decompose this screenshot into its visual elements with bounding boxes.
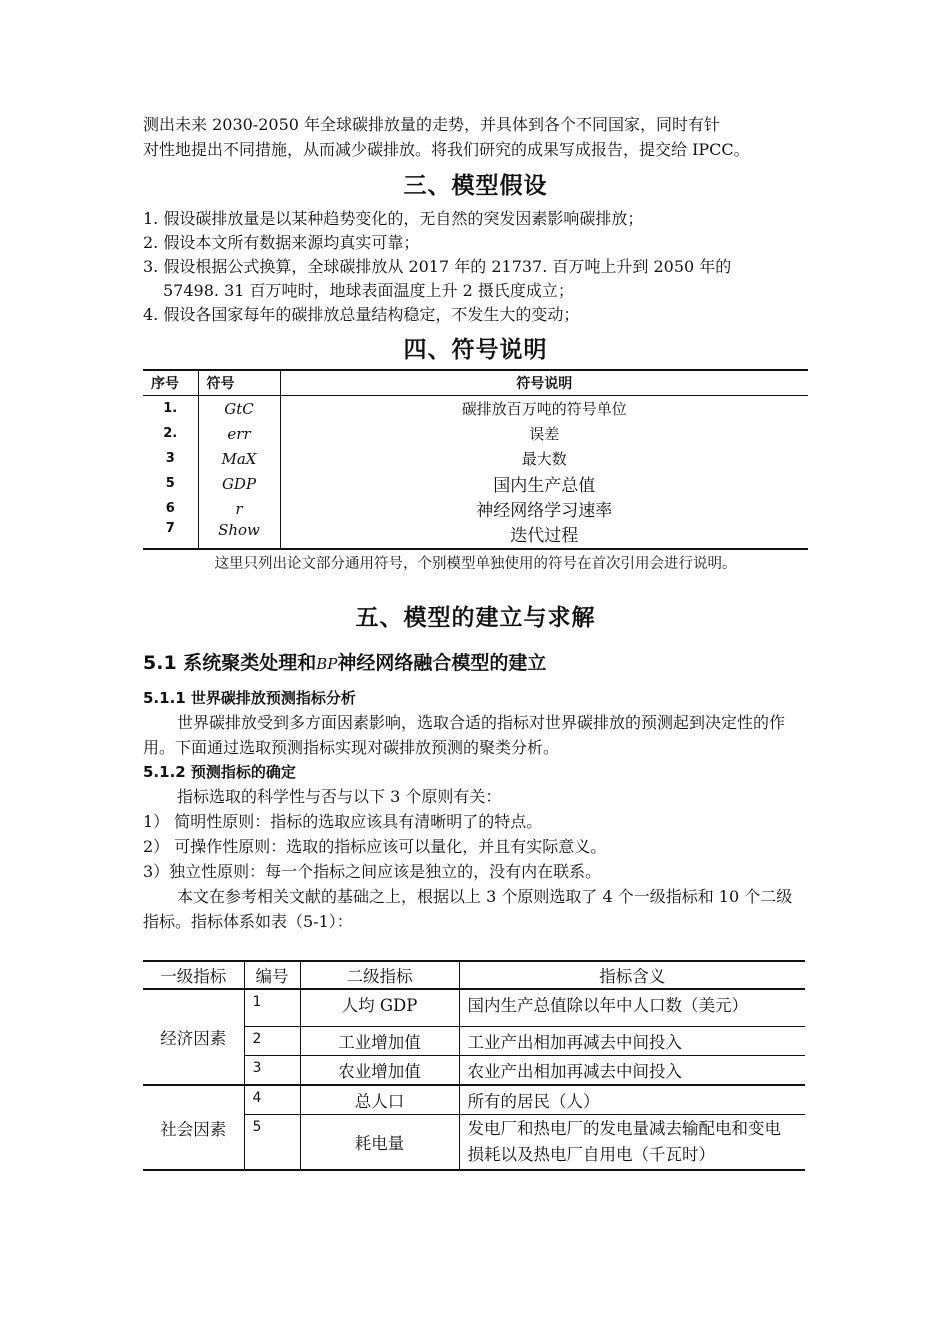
- symbol-sym: r: [198, 496, 280, 521]
- symbol-desc: 误差: [529, 425, 560, 443]
- symbol-table-header: [143, 370, 808, 396]
- subsection-5-1-bp: BP: [316, 655, 338, 673]
- assumption-item-4: 4. 假设各国家每年的碳排放总量结构稳定，不发生大的变动；: [143, 305, 580, 324]
- assumption-list: [143, 207, 808, 327]
- indicator-name: 农业增加值: [300, 1056, 459, 1086]
- assumption-item-1: 1. 假设碳排放量是以某种趋势变化的，无自然的突发因素影响碳排放；: [143, 209, 644, 228]
- symbol-no: 3: [143, 446, 198, 471]
- subsection-5-1-2-paragraph: 指标选取的科学性与否与以下 3 个原则有关：: [177, 787, 502, 806]
- intro-paragraph: [143, 112, 808, 162]
- indicator-table: [143, 960, 805, 1171]
- subsection-5-1-suffix: 神经网络融合模型的建立: [337, 652, 547, 674]
- symbol-no: 1.: [143, 396, 198, 422]
- indicator-meaning: 所有的居民（人）: [459, 1085, 805, 1115]
- indicator-meaning: 发电厂和热电厂的发电量减去输配电和变电损耗以及热电厂自用电（千瓦时）: [459, 1115, 805, 1171]
- symbol-desc: 国内生产总值: [493, 476, 596, 496]
- group-economic: 经济因素: [143, 989, 244, 1085]
- indicator-no: 2: [244, 1027, 300, 1056]
- symbol-sym: err: [198, 421, 280, 446]
- symbol-table: [143, 369, 808, 550]
- closing-paragraph: 本文在参考相关文献的基础之上，根据以上 3 个原则选取了 4 个一级指标和 10 个二级指标。指标体系如表（5-1）：: [143, 887, 793, 931]
- indicator-name: 耗电量: [300, 1115, 459, 1171]
- symbol-desc: 最大数: [521, 450, 567, 468]
- symbol-no: 6: [143, 496, 198, 521]
- symbol-desc: 神经网络学习速率: [476, 501, 613, 521]
- intro-line-2: 对性地提出不同措施，从而减少碳排放。将我们研究的成果写成报告，提交给 IPCC。: [143, 140, 750, 159]
- symbol-desc: 迭代过程: [280, 521, 808, 549]
- section-3-title: 三、模型假设: [403, 173, 548, 199]
- symbol-no: 7: [143, 521, 198, 549]
- table-row: [143, 446, 808, 471]
- subsection-5-1-1-title: 5.1.1 世界碳排放预测指标分析: [143, 689, 356, 707]
- symbol-header-desc: 符号说明: [280, 370, 808, 396]
- indicator-meaning: 工业产出相加再减去中间投入: [459, 1027, 805, 1056]
- paper-page: [143, 112, 808, 1171]
- assumption-item-3: 3. 假设根据公式换算，全球碳排放从 2017 年的 21737. 百万吨上升到 2050 年的: [143, 257, 732, 276]
- subsection-5-1-title: [143, 649, 808, 678]
- intro-line-1: 测出未来 2030-2050 年全球碳排放量的走势，并具体到各个不同国家，同时有针: [143, 115, 721, 134]
- principle-item-2: 2） 可操作性原则：选取的指标应该可以量化，并且有实际意义。: [143, 837, 607, 856]
- symbol-header-sym: 符号: [198, 370, 280, 396]
- table-row: [143, 989, 805, 1027]
- subsection-5-1-2-title: 5.1.2 预测指标的确定: [143, 763, 296, 781]
- subsection-5-1-1-paragraph: 世界碳排放受到多方面因素影响，选取合适的指标对世界碳排放的预测起到决定性的作用。下面通过选取预测指标实现对碳排放预测的聚类分析。: [143, 713, 786, 757]
- indicator-name: 总人口: [300, 1085, 459, 1115]
- indicator-meaning: 农业产出相加再减去中间投入: [459, 1056, 805, 1086]
- table-row: [143, 521, 808, 549]
- table-row: [143, 396, 808, 422]
- symbol-sym: GDP: [198, 471, 280, 496]
- indicator-name: 人均 GDP: [300, 989, 459, 1027]
- table-row: [143, 421, 808, 446]
- assumption-item-2: 2. 假设本文所有数据来源均真实可靠；: [143, 233, 420, 252]
- principle-item-3: 3）独立性原则：每一个指标之间应该是独立的，没有内在联系。: [143, 862, 602, 881]
- indicator-no: 1: [244, 989, 300, 1027]
- symbol-desc: 碳排放百万吨的符号单位: [461, 400, 627, 418]
- indicator-meaning: 国内生产总值除以年中人口数（美元）: [459, 989, 805, 1027]
- symbol-header-no: 序号: [143, 370, 198, 396]
- group-social: 社会因素: [143, 1085, 244, 1170]
- indicator-no: 4: [244, 1085, 300, 1115]
- indicator-name: 工业增加值: [300, 1027, 459, 1056]
- indicator-header-no: 编号: [244, 961, 300, 989]
- indicator-header-meaning: 指标含义: [459, 961, 805, 989]
- principle-item-1: 1） 简明性原则：指标的选取应该具有清晰明了的特点。: [143, 812, 543, 831]
- section-5-title: 五、模型的建立与求解: [355, 605, 596, 631]
- table-row: [143, 471, 808, 496]
- symbol-sym: MaX: [198, 446, 280, 471]
- indicator-no: 3: [244, 1056, 300, 1086]
- symbol-sym: GtC: [198, 396, 280, 422]
- symbol-sym: Show: [198, 521, 280, 549]
- indicator-table-header: [143, 961, 805, 989]
- table-row: [143, 496, 808, 521]
- symbol-no: 5: [143, 471, 198, 496]
- assumption-item-3-cont: 57498. 31 百万吨时，地球表面温度上升 2 摄氏度成立；: [163, 281, 574, 300]
- indicator-header-level2: 二级指标: [300, 961, 459, 989]
- subsection-5-1-prefix: 5.1 系统聚类处理和: [143, 652, 317, 674]
- symbol-table-note: 这里只列出论文部分通用符号，个别模型单独使用的符号在首次引用会进行说明。: [214, 556, 737, 572]
- table-row: [143, 1085, 805, 1115]
- symbol-no: 2.: [143, 421, 198, 446]
- section-4-title: 四、符号说明: [403, 337, 548, 363]
- indicator-header-level1: 一级指标: [143, 961, 244, 989]
- indicator-no: 5: [244, 1115, 300, 1171]
